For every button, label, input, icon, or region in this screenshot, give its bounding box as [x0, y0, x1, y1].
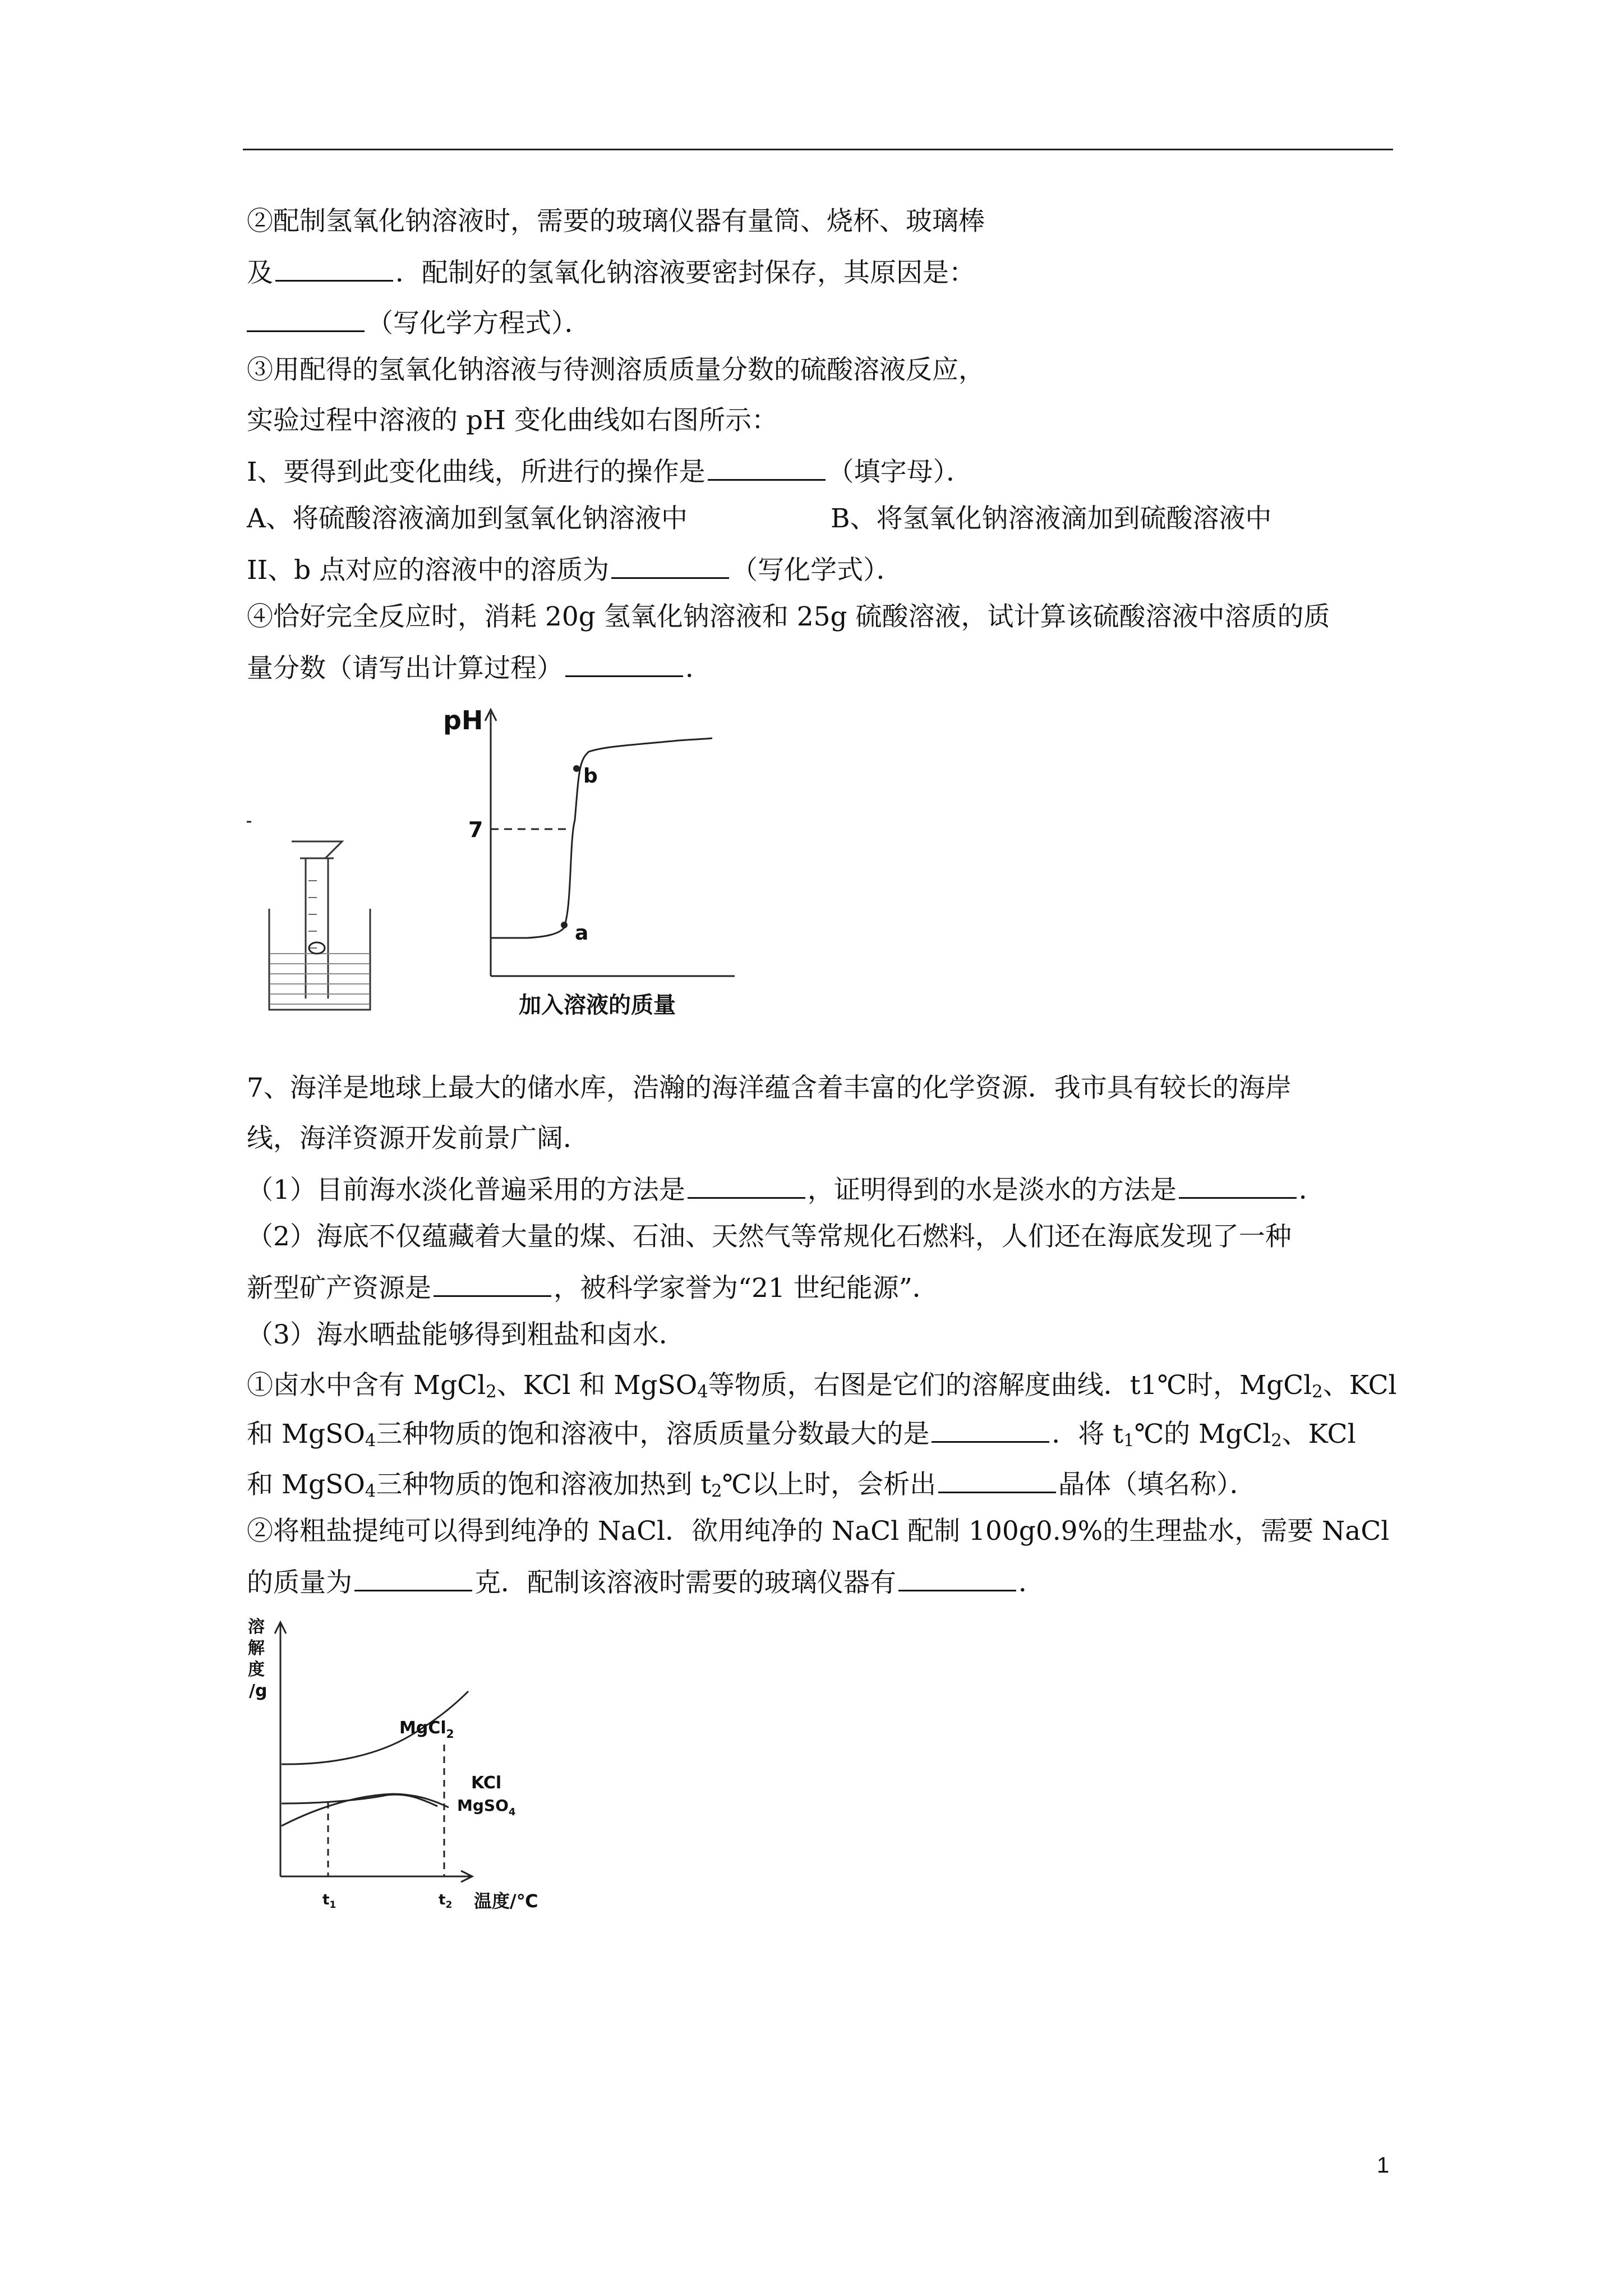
q7-sub3-part2-line2: 的质量为 克．配制该溶液时需要的玻璃仪器有 ． [247, 1565, 1045, 1600]
ph-curve [491, 738, 712, 938]
mgso4-curve [282, 1795, 437, 1806]
q7-sub1: （1）目前海水淡化普遍采用的方法是 ，证明得到的水是淡水的方法是 ． [247, 1172, 1325, 1207]
ph-curve-figure [432, 696, 746, 1027]
q7-intro-line2: 线，海洋资源开发前景广阔． [247, 1123, 589, 1154]
q7-sub3: （3）海水晒盐能够得到粗盐和卤水． [247, 1319, 685, 1350]
q6-part2-line1: ②配制氢氧化钠溶液时，需要的玻璃仪器有量筒、烧杯、玻璃棒 [247, 206, 985, 237]
q6-options [247, 502, 1272, 536]
mgcl2-label: MgCl$_2$ [399, 1718, 454, 1741]
q6-subI: I、要得到此变化曲线，所进行的操作是 （填字母）． [247, 454, 972, 489]
kcl-label: KCl [471, 1773, 502, 1793]
svg-text:解: 解 [248, 1639, 265, 1658]
mgso4-label: MgSO$_4$ [457, 1796, 516, 1818]
q7-sub3-part1-line1: ①卤水中含有 MgCl$_2$、KCl 和 MgSO$_4$等物质，右图是它们的溶解度曲线．t1℃时，MgCl$_2$、KCl [247, 1370, 1397, 1402]
q6-part2-line3: （写化学方程式）． [247, 306, 591, 341]
answer-blank[interactable] [434, 1271, 551, 1297]
answer-blank[interactable] [688, 1172, 805, 1199]
answer-blank[interactable] [565, 651, 683, 677]
beaker-burette-figure [247, 785, 376, 1021]
q6-subII: II、b 点对应的溶液中的溶质为 （写化学式）． [247, 553, 903, 587]
t2-label: $t_2$ [439, 1892, 453, 1911]
answer-blank[interactable] [611, 553, 729, 579]
q6-part3-line1: ③用配得的氢氧化钠溶液与待测溶质质量分数的硫酸溶液反应， [247, 355, 985, 385]
q6-part2-line2: 及 ．配制好的氢氧化钠溶液要密封保存，其原因是： [247, 255, 975, 290]
solubility-curve-figure [247, 1610, 572, 1913]
answer-blank[interactable] [354, 1565, 472, 1591]
q7-sub2-line2: 新型矿产资源是 ，被科学家誉为“21 世纪能源”． [247, 1271, 939, 1305]
option-a: A、将硫酸溶液滴加到氢氧化钠溶液中 [247, 503, 688, 534]
ph-tick-7: 7 [468, 817, 483, 842]
answer-blank[interactable] [938, 1467, 1056, 1493]
point-b-label: b [583, 765, 598, 788]
answer-blank[interactable] [708, 454, 826, 481]
answer-blank[interactable] [1179, 1172, 1297, 1199]
svg-text:/g: /g [249, 1681, 268, 1701]
q7-sub3-part1-line2: 和 MgSO$_4$三种物质的饱和溶液中，溶质质量分数最大的是 ．将 $t_1℃$的 MgCl$_2$、KCl [247, 1416, 1356, 1458]
point-b-marker [573, 765, 580, 772]
t1-label: $t_1$ [322, 1892, 336, 1911]
ph-x-axis-label: 加入溶液的质量 [519, 992, 676, 1018]
answer-blank[interactable] [275, 255, 393, 282]
answer-blank[interactable] [247, 306, 365, 332]
option-b: B、将氢氧化钠溶液滴加到硫酸溶液中 [830, 503, 1272, 534]
solubility-y-label [248, 1617, 267, 1701]
header-rule [243, 149, 1393, 150]
answer-blank[interactable] [932, 1416, 1049, 1443]
q7-intro-line1: 7、海洋是地球上最大的储水库，浩瀚的海洋蕴含着丰富的化学资源．我市具有较长的海岸 [247, 1073, 1292, 1103]
q7-sub3-part2-line1: ②将粗盐提纯可以得到纯净的 NaCl．欲用纯净的 NaCl 配制 100g0.9%的生理盐水，需要 NaCl [247, 1516, 1390, 1547]
svg-text:溶: 溶 [248, 1617, 265, 1637]
q7-sub2-line1: （2）海底不仅蕴藏着大量的煤、石油、天然气等常规化石燃料，人们还在海底发现了一种 [247, 1221, 1292, 1252]
q6-part3-line2: 实验过程中溶液的 pH 变化曲线如右图所示： [247, 405, 778, 436]
answer-blank[interactable] [898, 1565, 1016, 1591]
ph-axis-label: pH [443, 705, 483, 735]
svg-text:度: 度 [248, 1660, 265, 1680]
point-a-marker [561, 922, 568, 928]
point-a-label: a [575, 922, 589, 945]
q6-part4-line2: 量分数（请写出计算过程） ． [247, 651, 712, 685]
solubility-x-label: 温度/℃ [474, 1890, 538, 1912]
q7-sub3-part1-line3: 和 MgSO$_4$三种物质的饱和溶液加热到 $t_2℃$以上时，会析出 晶体（填名称）． [247, 1467, 1256, 1508]
page-number: 1 [1377, 2153, 1390, 2178]
q6-part4-line1: ④恰好完全反应时，消耗 20g 氢氧化钠溶液和 25g 硫酸溶液，试计算该硫酸溶液中溶质的质 [247, 601, 1330, 632]
